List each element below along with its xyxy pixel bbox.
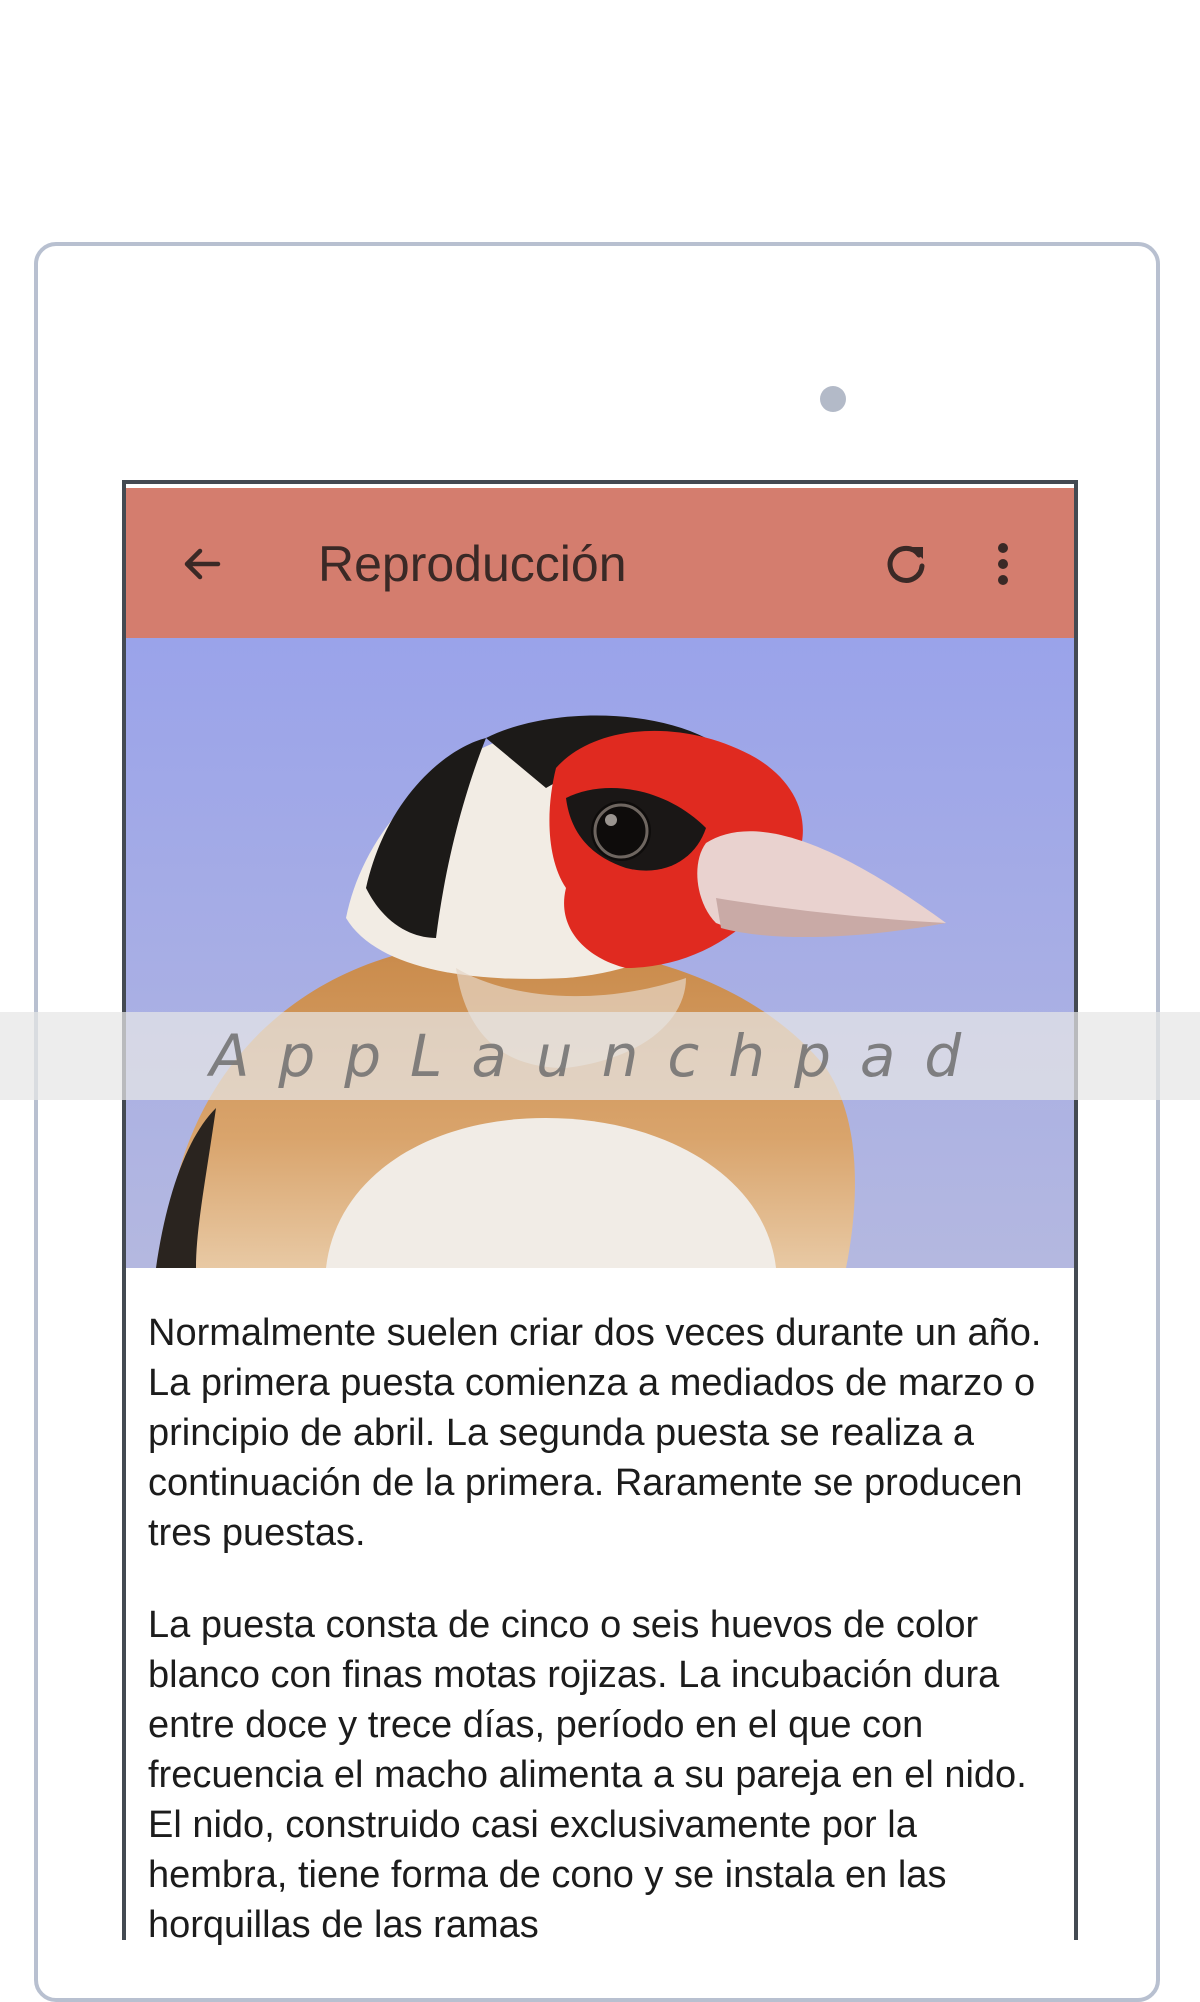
article-paragraph: Normalmente suelen criar dos veces durante un año. La primera puesta comienza a mediados de marzo o principio de abril. La segunda puesta se realiza a continuación de la primera. Raramente se producen tres puestas. [148,1312,1042,1554]
refresh-icon [881,539,931,589]
more-vertical-icon [993,539,1013,589]
page-title: Reproducción [318,536,627,592]
more-options-button[interactable] [978,532,1028,596]
hero-image [126,638,1074,1268]
app-bar [126,488,1074,638]
article-content [148,1308,1048,1992]
refresh-button[interactable] [874,532,938,596]
camera-dot [820,386,846,412]
article-paragraph: La puesta consta de cinco o seis huevos de color blanco con finas motas rojizas. La incubación dura entre doce y trece días, período en el que con frecuencia el macho alimenta a su pareja en el nido. El nido, construido casi exclusivamente por la hembra, tiene forma de cono y se instala en las horquillas de las ramas [148,1604,1027,1946]
goldfinch-illustration [126,638,1074,1268]
arrow-left-icon [178,540,226,588]
app-screen [122,480,1078,1946]
back-button[interactable] [172,534,232,594]
watermark-label: AppLaunchpad [209,1022,991,1090]
